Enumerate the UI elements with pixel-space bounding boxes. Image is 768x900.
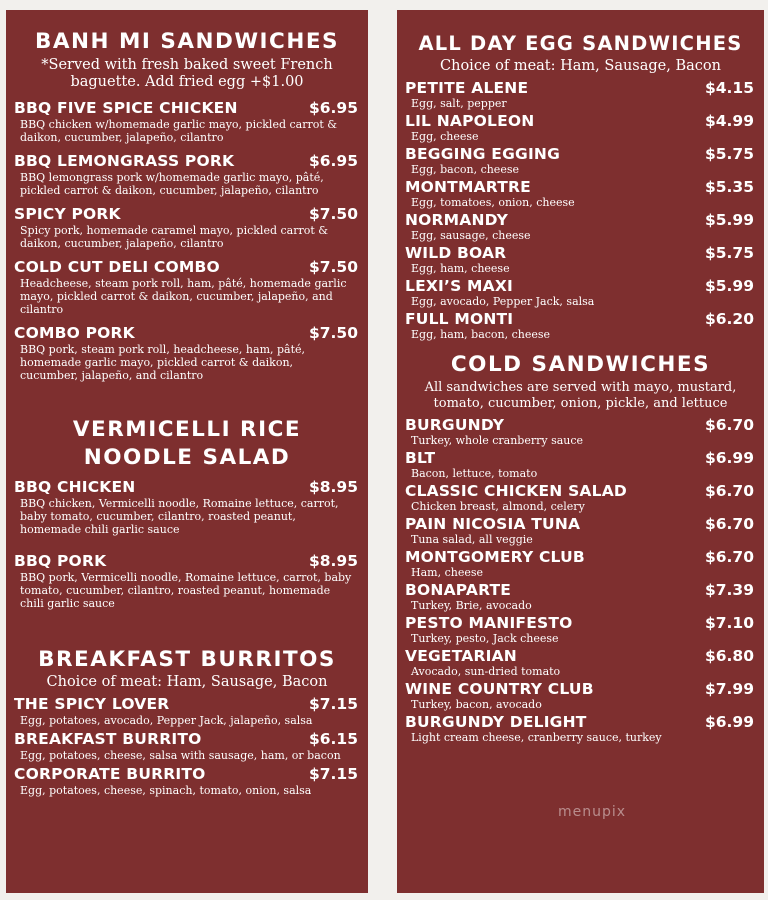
cold-sandwiches-section bbox=[397, 351, 764, 744]
menu-item bbox=[14, 152, 358, 197]
item-price: $7.50 bbox=[308, 258, 358, 276]
item-price: $6.99 bbox=[704, 713, 754, 731]
item-price: $7.50 bbox=[308, 205, 358, 223]
menu-item bbox=[14, 324, 358, 382]
menu-item bbox=[405, 178, 754, 209]
item-description: BBQ pork, Vermicelli noodle, Romaine lettuce, carrot, baby tomato, cucumber, cilantro, roasted peanut, homemade chili garlic sauce bbox=[20, 571, 352, 610]
item-price: $5.75 bbox=[704, 244, 754, 262]
watermark: menupix bbox=[558, 804, 627, 820]
item-name: MONTGOMERY CLUB bbox=[405, 548, 585, 566]
item-description: BBQ lemongrass pork w/homemade garlic mayo, pâté, pickled carrot & daikon, cucumber, jalapeño, cilantro bbox=[20, 171, 324, 197]
item-description: Egg, ham, bacon, cheese bbox=[411, 328, 551, 341]
item-name: MONTMARTRE bbox=[405, 178, 531, 196]
item-price: $6.95 bbox=[308, 99, 358, 117]
menu-item bbox=[14, 552, 358, 610]
menu-item bbox=[405, 277, 754, 308]
menu-item bbox=[14, 730, 358, 762]
item-name: PAIN NICOSIA TUNA bbox=[405, 515, 581, 533]
item-name: PESTO MANIFESTO bbox=[405, 614, 573, 632]
item-price: $6.20 bbox=[704, 310, 754, 328]
menu-item bbox=[14, 99, 358, 144]
menu-item bbox=[405, 581, 754, 612]
item-description: Ham, cheese bbox=[411, 566, 483, 579]
item-description: Light cream cheese, cranberry sauce, turkey bbox=[411, 731, 662, 744]
item-description: Egg, tomatoes, onion, cheese bbox=[411, 196, 575, 209]
item-description: Egg, potatoes, cheese, spinach, tomato, onion, salsa bbox=[20, 784, 312, 797]
item-name: BBQ FIVE SPICE CHICKEN bbox=[14, 99, 238, 117]
item-description: Tuna salad, all veggie bbox=[411, 533, 533, 546]
menu-item bbox=[405, 145, 754, 176]
item-price: $5.99 bbox=[704, 277, 754, 295]
item-description: Turkey, Brie, avocado bbox=[411, 599, 532, 612]
item-name: COMBO PORK bbox=[14, 324, 135, 342]
item-price: $6.70 bbox=[704, 515, 754, 533]
menu-item bbox=[405, 211, 754, 242]
item-name: LIL NAPOLEON bbox=[405, 112, 535, 130]
item-description: Egg, potatoes, avocado, Pepper Jack, jalapeño, salsa bbox=[20, 714, 313, 727]
item-price: $5.35 bbox=[704, 178, 754, 196]
note-line: *Served with fresh baked sweet French bbox=[41, 57, 333, 73]
menu-item bbox=[14, 205, 358, 250]
menu-item bbox=[405, 482, 754, 513]
menu-item bbox=[405, 647, 754, 678]
item-price: $5.75 bbox=[704, 145, 754, 163]
menu-item bbox=[405, 310, 754, 341]
menu-item bbox=[405, 449, 754, 480]
item-price: $6.80 bbox=[704, 647, 754, 665]
menu-item bbox=[405, 416, 754, 447]
item-name: SPICY PORK bbox=[14, 205, 121, 223]
item-name: BEGGING EGGING bbox=[405, 145, 560, 163]
vermicelli-section bbox=[6, 416, 368, 610]
menu-item bbox=[14, 695, 358, 727]
item-name: CLASSIC CHICKEN SALAD bbox=[405, 482, 627, 500]
item-list bbox=[6, 695, 368, 797]
item-price: $7.15 bbox=[308, 765, 358, 783]
section-note: Choice of meat: Ham, Sausage, Bacon bbox=[46, 674, 328, 690]
item-price: $6.70 bbox=[704, 482, 754, 500]
section-note bbox=[397, 380, 764, 412]
menu-item bbox=[405, 244, 754, 275]
menu-item bbox=[405, 548, 754, 579]
item-price: $6.95 bbox=[308, 152, 358, 170]
item-name: COLD CUT DELI COMBO bbox=[14, 258, 220, 276]
item-name: THE SPICY LOVER bbox=[14, 695, 170, 713]
section-title: ALL DAY EGG SANDWICHES bbox=[418, 32, 743, 55]
item-price: $8.95 bbox=[308, 478, 358, 496]
item-price: $7.39 bbox=[704, 581, 754, 599]
section-title: COLD SANDWICHES bbox=[450, 352, 711, 377]
menu-item bbox=[405, 515, 754, 546]
breakfast-burritos-section bbox=[6, 646, 368, 797]
menu-item bbox=[14, 765, 358, 797]
item-name: BLT bbox=[405, 449, 436, 467]
item-price: $6.99 bbox=[704, 449, 754, 467]
item-price: $4.15 bbox=[704, 79, 754, 97]
item-description: Headcheese, steam pork roll, ham, pâté, homemade garlic mayo, pickled carrot & daikon, cucumber, jalapeño, and cilantro bbox=[20, 277, 347, 316]
section-title: BANH MI SANDWICHES bbox=[34, 29, 339, 54]
item-price: $6.15 bbox=[308, 730, 358, 748]
note-line: tomato, cucumber, onion, pickle, and lettuce bbox=[433, 396, 728, 411]
item-name: VEGETARIAN bbox=[405, 647, 517, 665]
item-name: BBQ CHICKEN bbox=[14, 478, 136, 496]
item-name: BURGUNDY bbox=[405, 416, 505, 434]
section-note: Choice of meat: Ham, Sausage, Bacon bbox=[440, 58, 721, 74]
section-note bbox=[6, 57, 368, 91]
note-line: All sandwiches are served with mayo, mustard, bbox=[424, 380, 737, 395]
item-description: Egg, salt, pepper bbox=[411, 97, 507, 110]
item-description: Egg, avocado, Pepper Jack, salsa bbox=[411, 295, 595, 308]
item-description: Egg, potatoes, cheese, salsa with sausage, ham, or bacon bbox=[20, 749, 341, 762]
item-description: Egg, sausage, cheese bbox=[411, 229, 531, 242]
item-description: Egg, cheese bbox=[411, 130, 479, 143]
item-price: $6.70 bbox=[704, 548, 754, 566]
note-line: baguette. Add fried egg +$1.00 bbox=[70, 74, 304, 90]
item-price: $5.99 bbox=[704, 211, 754, 229]
menu-item bbox=[14, 478, 358, 536]
item-name: BONAPARTE bbox=[405, 581, 512, 599]
right-menu-panel bbox=[397, 10, 764, 893]
item-price: $7.50 bbox=[308, 324, 358, 342]
menu-item bbox=[405, 79, 754, 110]
item-name: PETITE ALENE bbox=[405, 79, 529, 97]
item-list bbox=[397, 79, 764, 341]
item-price: $7.15 bbox=[308, 695, 358, 713]
title-line: NOODLE SALAD bbox=[83, 445, 291, 470]
item-price: $7.10 bbox=[704, 614, 754, 632]
item-description: BBQ pork, steam pork roll, headcheese, ham, pâté, homemade garlic mayo, pickled carrot & daikon, cucumber, jalapeño, and cilantro bbox=[20, 343, 306, 382]
item-description: Spicy pork, homemade caramel mayo, pickled carrot & daikon, cucumber, jalapeño, cilantro bbox=[20, 224, 329, 250]
item-name: WINE COUNTRY CLUB bbox=[405, 680, 594, 698]
section-title bbox=[6, 416, 368, 472]
menu-item bbox=[14, 258, 358, 316]
item-description: Chicken breast, almond, celery bbox=[411, 500, 585, 513]
menu-item bbox=[405, 713, 754, 744]
item-price: $4.99 bbox=[704, 112, 754, 130]
item-list bbox=[6, 478, 368, 610]
item-description: Turkey, bacon, avocado bbox=[411, 698, 542, 711]
item-name: FULL MONTI bbox=[405, 310, 514, 328]
item-description: Egg, ham, cheese bbox=[411, 262, 510, 275]
item-name: BBQ PORK bbox=[14, 552, 107, 570]
item-description: BBQ chicken w/homemade garlic mayo, pickled carrot & daikon, cucumber, jalapeño, cilantro bbox=[20, 118, 338, 144]
menu-item bbox=[405, 614, 754, 645]
item-description: BBQ chicken, Vermicelli noodle, Romaine lettuce, carrot, baby tomato, cucumber, cilantro, roasted peanut, homemade chili garlic sauce bbox=[20, 497, 339, 536]
item-price: $7.99 bbox=[704, 680, 754, 698]
item-name: NORMANDY bbox=[405, 211, 509, 229]
item-description: Avocado, sun-dried tomato bbox=[411, 665, 561, 678]
item-description: Bacon, lettuce, tomato bbox=[411, 467, 538, 480]
item-name: LEXI’S MAXI bbox=[405, 277, 513, 295]
menu-item bbox=[405, 112, 754, 143]
section-title: BREAKFAST BURRITOS bbox=[38, 647, 336, 672]
item-price: $6.70 bbox=[704, 416, 754, 434]
egg-sandwiches-section bbox=[397, 30, 764, 341]
item-price: $8.95 bbox=[308, 552, 358, 570]
left-menu-panel bbox=[6, 10, 368, 893]
title-line: VERMICELLI RICE bbox=[72, 417, 302, 442]
item-description: Egg, bacon, cheese bbox=[411, 163, 519, 176]
item-name: BURGUNDY DELIGHT bbox=[405, 713, 587, 731]
item-list bbox=[397, 416, 764, 744]
item-list bbox=[6, 99, 368, 382]
item-name: WILD BOAR bbox=[405, 244, 507, 262]
item-description: Turkey, pesto, Jack cheese bbox=[411, 632, 559, 645]
item-name: BREAKFAST BURRITO bbox=[14, 730, 202, 748]
item-description: Turkey, whole cranberry sauce bbox=[411, 434, 584, 447]
menu-item bbox=[405, 680, 754, 711]
item-name: BBQ LEMONGRASS PORK bbox=[14, 152, 235, 170]
item-name: CORPORATE BURRITO bbox=[14, 765, 206, 783]
banh-mi-section bbox=[6, 28, 368, 382]
